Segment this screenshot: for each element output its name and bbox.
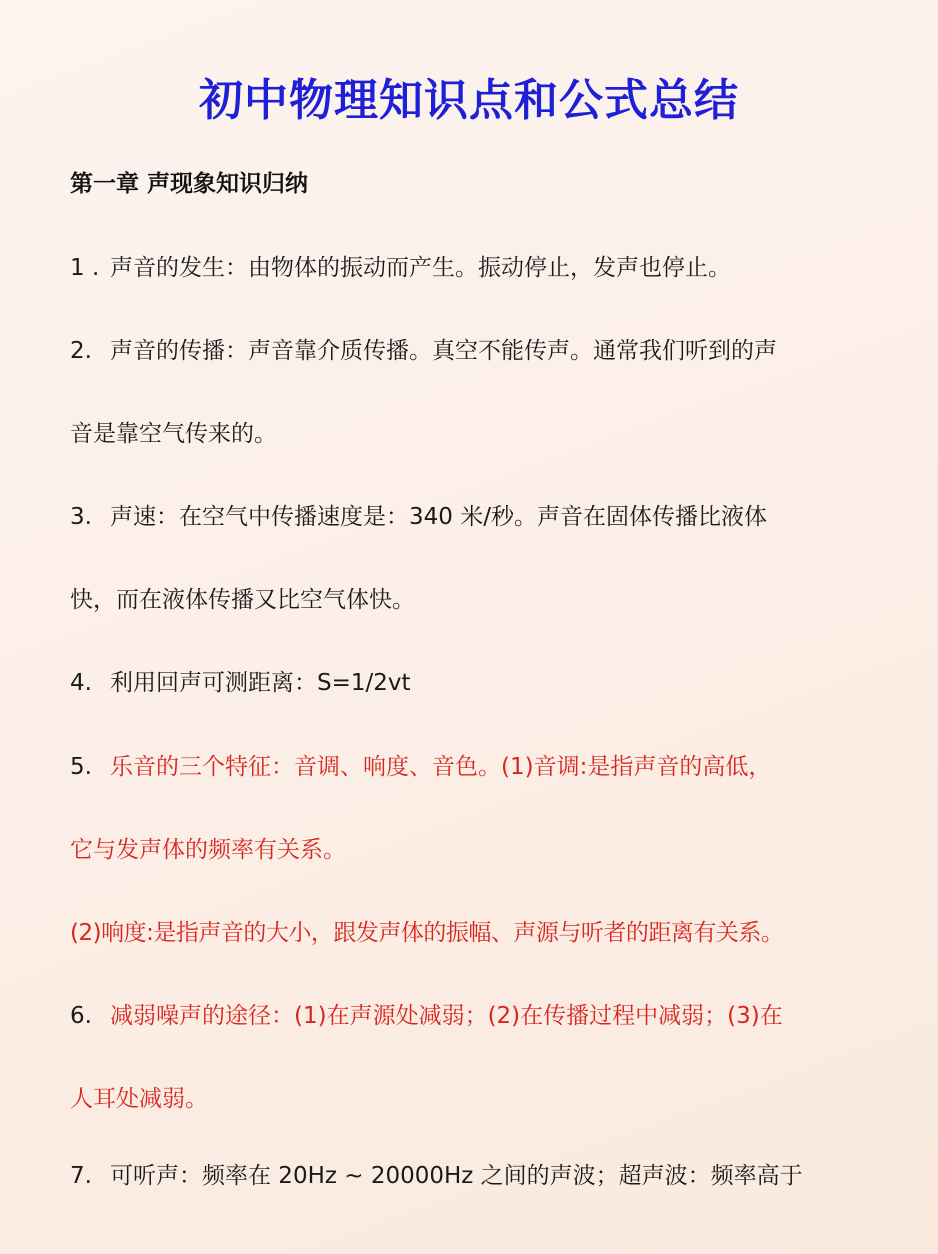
item-text: 可听声：频率在 20Hz ~ 20000Hz 之间的声波；超声波：频率高于	[110, 1163, 803, 1189]
item-number: 2.	[70, 338, 92, 364]
list-item-2	[70, 331, 890, 371]
list-item-6	[70, 996, 890, 1036]
list-item-5-continuation: 它与发声体的频率有关系。	[70, 837, 346, 863]
list-item-5-continuation-2: (2)响度:是指声音的大小，跟发声体的振幅、声源与听者的距离有关系。	[70, 920, 784, 946]
list-item-6-continuation: 人耳处减弱。	[70, 1086, 208, 1112]
item-number: 3.	[70, 504, 92, 530]
page-title: 初中物理知识点和公式总结	[199, 75, 739, 126]
item-text: 声音的传播：声音靠介质传播。真空不能传声。通常我们听到的声	[110, 338, 777, 364]
item-number: 6.	[70, 1003, 92, 1029]
item-text: 声速：在空气中传播速度是：340 米/秒。声音在固体传播比液体	[110, 504, 767, 530]
list-item-4	[70, 663, 890, 703]
list-item-5	[70, 747, 890, 787]
clipped-line-container	[0, 1148, 938, 1200]
list-item-3-continuation: 快，而在液体传播又比空气体快。	[70, 587, 415, 613]
item-text: 乐音的三个特征：音调、响度、音色。(1)音调:是指声音的高低，	[110, 754, 772, 780]
item-number: 4.	[70, 670, 92, 696]
list-item-7	[70, 1156, 890, 1196]
item-number: 1 .	[70, 255, 100, 281]
item-number: 7.	[70, 1163, 92, 1189]
item-text: 声音的发生：由物体的振动而产生。振动停止，发声也停止。	[110, 255, 731, 281]
item-number: 5.	[70, 754, 92, 780]
list-item-1	[70, 248, 890, 288]
chapter-heading: 第一章 声现象知识归纳	[70, 171, 309, 197]
item-text: 减弱噪声的途径：(1)在声源处减弱；(2)在传播过程中减弱；(3)在	[110, 1003, 783, 1029]
list-item-2-continuation: 音是靠空气传来的。	[70, 421, 277, 447]
item-text: 利用回声可测距离：S=1/2vt	[110, 670, 411, 696]
list-item-3	[70, 497, 890, 537]
